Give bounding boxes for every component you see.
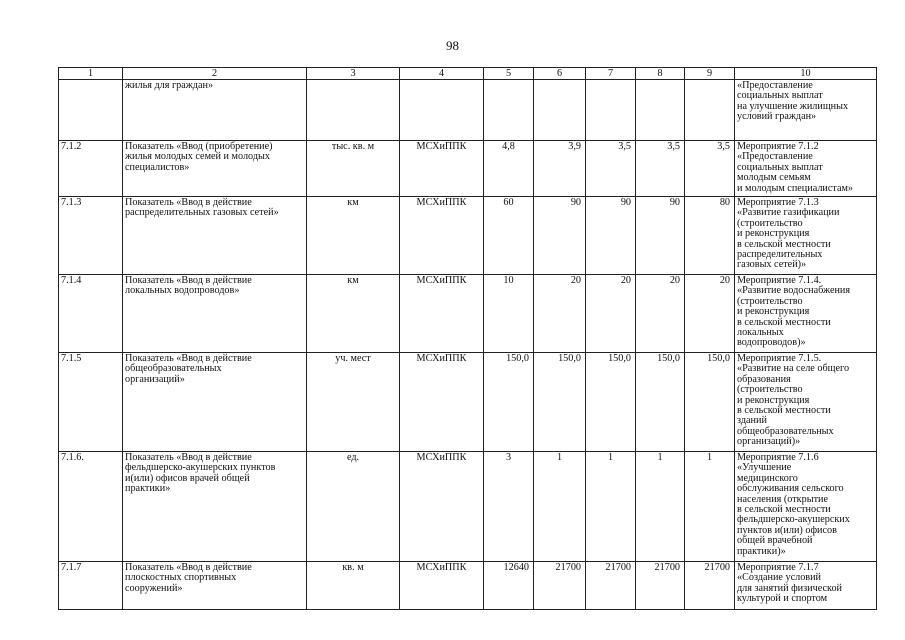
value-cell-5: 60 (484, 197, 534, 275)
value-cell-5 (484, 80, 534, 141)
indicator-cell: Показатель «Ввод (приобретение) жилья молодых семей и молодых специалистов» (123, 141, 307, 197)
event-cell: «Предоставление социальных выплат на улучшение жилищных условий граждан» (735, 80, 877, 141)
table-row (59, 80, 877, 141)
value-cell-8: 20 (636, 275, 685, 353)
org-cell: МСХиППК (400, 562, 484, 610)
unit-cell: км (307, 197, 400, 275)
column-header: 5 (484, 68, 534, 80)
value-cell-8: 1 (636, 452, 685, 562)
event-cell: Мероприятие 7.1.2 «Предоставление социальных выплат молодым семьям и молодым специалистам» (735, 141, 877, 197)
page-number: 98 (446, 38, 459, 53)
value-cell-6: 21700 (534, 562, 586, 610)
indicator-cell: Показатель «Ввод в действие плоскостных спортивных сооружений» (123, 562, 307, 610)
row-number-cell: 7.1.5 (59, 353, 123, 452)
column-header: 3 (307, 68, 400, 80)
column-header: 4 (400, 68, 484, 80)
column-header: 8 (636, 68, 685, 80)
value-cell-6: 1 (534, 452, 586, 562)
value-cell-8: 3,5 (636, 141, 685, 197)
value-cell-5: 150,0 (484, 353, 534, 452)
event-cell: Мероприятие 7.1.4. «Развитие водоснабжения (строительство и реконструкция в сельской местности локальных водопроводов)» (735, 275, 877, 353)
table-row (59, 353, 877, 452)
unit-cell: кв. м (307, 562, 400, 610)
value-cell-5: 3 (484, 452, 534, 562)
value-cell-5: 12640 (484, 562, 534, 610)
unit-cell: тыс. кв. м (307, 141, 400, 197)
value-cell-8 (636, 80, 685, 141)
row-number-cell: 7.1.7 (59, 562, 123, 610)
indicators-table (58, 67, 877, 610)
value-cell-9 (685, 80, 735, 141)
unit-cell: уч. мест (307, 353, 400, 452)
row-number-cell: 7.1.3 (59, 197, 123, 275)
org-cell: МСХиППК (400, 353, 484, 452)
indicator-cell: Показатель «Ввод в действие распределительных газовых сетей» (123, 197, 307, 275)
value-cell-9: 21700 (685, 562, 735, 610)
column-numbers-row (59, 68, 877, 80)
value-cell-9: 1 (685, 452, 735, 562)
value-cell-7: 90 (586, 197, 636, 275)
value-cell-6 (534, 80, 586, 141)
unit-cell: ед. (307, 452, 400, 562)
indicator-cell: Показатель «Ввод в действие фельдшерско-акушерских пунктов и(или) офисов врачей общей практики» (123, 452, 307, 562)
value-cell-9: 3,5 (685, 141, 735, 197)
value-cell-9: 150,0 (685, 353, 735, 452)
value-cell-7: 3,5 (586, 141, 636, 197)
table-row (59, 452, 877, 562)
indicator-cell: Показатель «Ввод в действие локальных водопроводов» (123, 275, 307, 353)
unit-cell: км (307, 275, 400, 353)
table-row (59, 275, 877, 353)
row-number-cell: 7.1.6. (59, 452, 123, 562)
table-row (59, 141, 877, 197)
value-cell-7: 20 (586, 275, 636, 353)
row-number-cell (59, 80, 123, 141)
event-cell: Мероприятие 7.1.3 «Развитие газификации (строительство и реконструкция в сельской местности распределительных газовых сетей)» (735, 197, 877, 275)
indicator-cell: жилья для граждан» (123, 80, 307, 141)
event-cell: Мероприятие 7.1.6 «Улучшение медицинского обслуживания сельского населения (открытие в сельской местности фельдшерско-акушерских пунктов и(или) офисов общей врачебной практики)» (735, 452, 877, 562)
table-row (59, 197, 877, 275)
value-cell-5: 10 (484, 275, 534, 353)
value-cell-6: 3,9 (534, 141, 586, 197)
value-cell-7: 1 (586, 452, 636, 562)
value-cell-6: 90 (534, 197, 586, 275)
column-header: 9 (685, 68, 735, 80)
value-cell-8: 150,0 (636, 353, 685, 452)
row-number-cell: 7.1.4 (59, 275, 123, 353)
value-cell-8: 90 (636, 197, 685, 275)
value-cell-7: 21700 (586, 562, 636, 610)
unit-cell (307, 80, 400, 141)
org-cell: МСХиППК (400, 452, 484, 562)
value-cell-6: 150,0 (534, 353, 586, 452)
org-cell: МСХиППК (400, 141, 484, 197)
value-cell-6: 20 (534, 275, 586, 353)
value-cell-7 (586, 80, 636, 141)
table-row (59, 562, 877, 610)
column-header: 2 (123, 68, 307, 80)
event-cell: Мероприятие 7.1.7 «Создание условий для занятий физической культурой и спортом (735, 562, 877, 610)
value-cell-7: 150,0 (586, 353, 636, 452)
indicator-cell: Показатель «Ввод в действие общеобразовательных организаций» (123, 353, 307, 452)
column-header: 6 (534, 68, 586, 80)
value-cell-9: 80 (685, 197, 735, 275)
org-cell: МСХиППК (400, 275, 484, 353)
column-header: 7 (586, 68, 636, 80)
event-cell: Мероприятие 7.1.5. «Развитие на селе общего образования (строительство и реконструкция в сельской местности зданий общеобразовательных организаций)» (735, 353, 877, 452)
value-cell-9: 20 (685, 275, 735, 353)
row-number-cell: 7.1.2 (59, 141, 123, 197)
value-cell-8: 21700 (636, 562, 685, 610)
org-cell (400, 80, 484, 141)
org-cell: МСХиППК (400, 197, 484, 275)
value-cell-5: 4,8 (484, 141, 534, 197)
column-header: 10 (735, 68, 877, 80)
column-header: 1 (59, 68, 123, 80)
